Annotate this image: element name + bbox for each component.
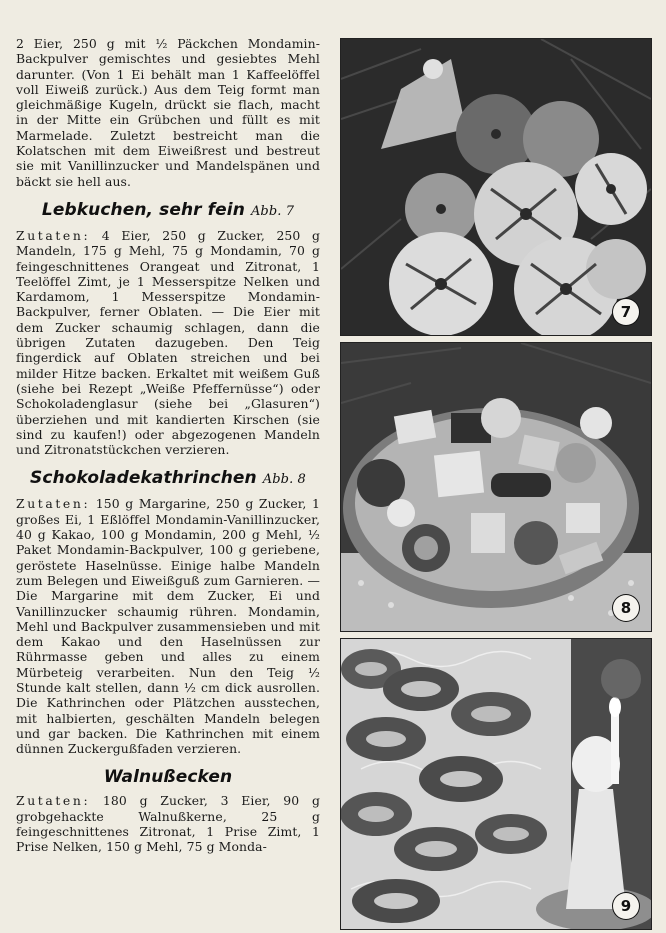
figure-ref: Abb. 7 [250,203,295,219]
ingredients-label: Zutaten: [16,496,91,512]
recipe-text: 180 g Zucker, 3 Eier, 90 g grobgehackte Walnußkerne, 25 g feingeschnittenes Zitronat, 1 Prise Zimt, 1 Prise Nelken, 150 g Mehl, 75 g Monda- [16,793,320,855]
photo-lebkuchen-image [341,39,651,335]
recipe-title: Walnußecken [103,767,233,788]
recipe-text: 150 g Margarine, 250 g Zucker, 1 großes Ei, 1 Eßlöffel Mondamin-Vanillinzucker, 40 g Kakao, 100 g Mondamin, 200 g Mehl, ½ Paket Mondamin-Backpulver, 100 g geriebene, geröstete Haselnüsse. Einige halbe Mandeln zum Belegen und Eiweißguß zum Garnieren. — Die Margarine mit dem Zucker, Ei und Vanillinzucker schaumig rühren. Mondamin, Mehl und Backpulver zusammensieben und mit dem Kakao und den Haselnüssen zur Rührmasse geben und alles zu einem Mürbeteig verarbeiten. Nun den Teig ½ Stunde kalt stellen, dann ½ cm dick ausrollen. Die Kathrinchen oder Plätzchen ausstechen, mit halbierten, geschälten Mandeln belegen und gar backen. Die Kathrinchen mit einem dünnen Zuckergußfaden verzieren. [16,496,320,757]
figure-number-badge: 9 [613,893,639,919]
recipe-heading-schokoladekathrinchen [16,468,320,490]
ingredients-label: Zutaten: [16,793,91,809]
recipe-body-lebkuchen [16,228,320,457]
figure-number-badge: 8 [613,595,639,621]
recipe-heading-walnussecken [16,767,320,787]
photo-lebkuchen [340,38,652,336]
text-column [16,36,320,855]
recipe-text: 4 Eier, 250 g Zucker, 250 g Mandeln, 175 g Mehl, 75 g Mondamin, 70 g feingeschnittenes Orangeat und Zitronat, 1 Teelöffel Zimt, je 1 Messerspitze Nelken und Kardamom, 1 Messerspitze Mondamin-Backpulver, ferner Oblaten. — Die Eier mit dem Zucker schaumig schlagen, dann die übrigen Zutaten dazugeben. Den Teig fingerdick auf Oblaten streichen und bei milder Hitze backen. Erkaltet mit weißem Guß (siehe bei Rezept „Weiße Pfeffernüsse“) oder Schokoladenglasur (siehe bei „Glasuren“) überziehen und mit kandierten Kirschen (sie sind zu kaufen!) oder abgezogenen Mandeln und Zitronatstückchen verzieren. [16,227,320,458]
photo-schokoladekathrinchen-image [341,343,651,631]
recipe-heading-lebkuchen [16,200,320,222]
recipe-title: Schokoladekathrinchen [30,468,257,489]
ingredients-label: Zutaten: [16,227,91,243]
photo-schokoladekathrinchen [340,342,652,632]
figure-number-badge: 7 [613,299,639,325]
recipe-body-walnussecken [16,793,320,854]
figure-ref: Abb. 8 [262,472,306,488]
photo-walnussecken [340,638,652,930]
recipe-body-schokoladekathrinchen [16,496,320,756]
photo-walnussecken-image [341,639,651,929]
recipe-title: Lebkuchen, sehr fein [41,199,245,220]
intro-paragraph: 2 Eier, 250 g mit ½ Päckchen Mondamin-Backpulver gemischtes und gesiebtes Mehl darunter. (Von 1 Ei behält man 1 Kaffeelöffel voll Eiweiß zurück.) Aus dem Teig formt man gleichmäßige Kugeln, drückt sie flach, macht in der Mitte ein Grübchen und füllt es mit Marmelade. Zuletzt bestreicht man die Kolatschen mit dem Eiweißrest und bestreut sie mit Vanillinzucker und Mandelspänen und bäckt sie hell aus. [16,36,320,189]
